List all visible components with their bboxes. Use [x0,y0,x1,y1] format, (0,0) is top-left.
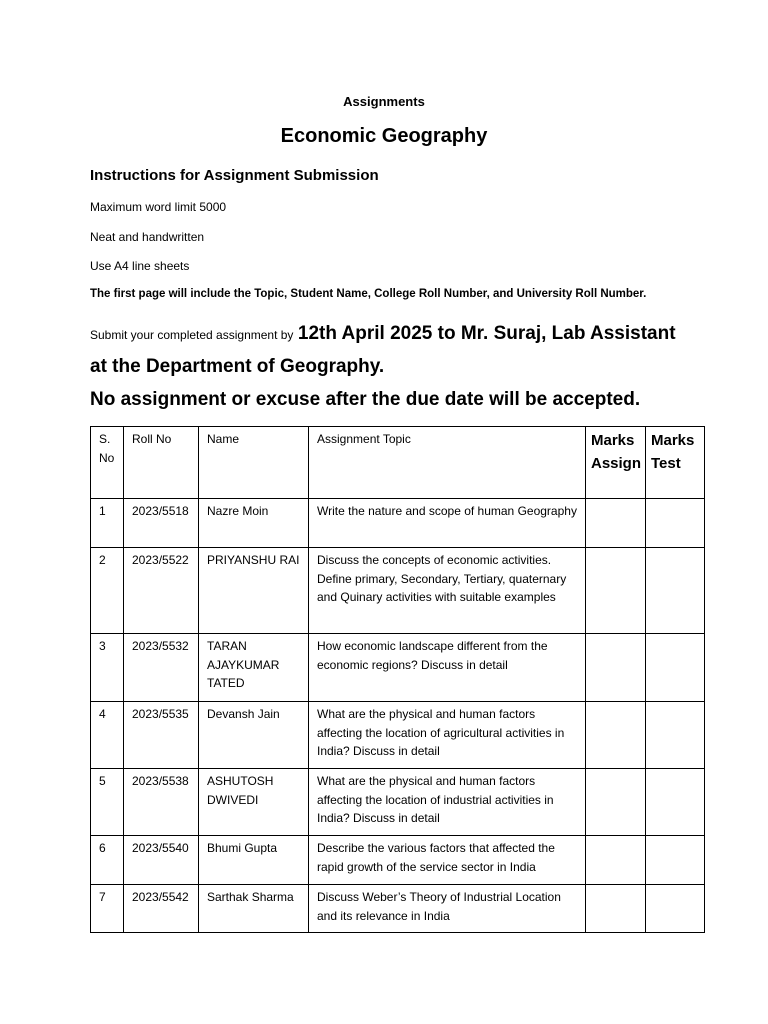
header-roll-no: Roll No [124,427,199,499]
table-row [91,499,705,548]
cell-sno: 6 [91,836,124,885]
cell-name: PRIYANSHU RAI [199,548,309,634]
cell-topic: What are the physical and human factors affecting the location of industrial activities in India? Discuss in detail [309,769,586,836]
table-row [91,885,705,933]
instructions-heading: Instructions for Assignment Submission [90,167,379,184]
instruction-line: Maximum word limit 5000 [90,200,227,214]
header-marks-test: Marks Test [646,427,705,499]
cell-roll-no: 2023/5538 [124,769,199,836]
cell-marks-assign[interactable] [586,769,646,836]
cell-name: Devansh Jain [199,702,309,769]
cell-roll-no: 2023/5542 [124,885,199,933]
doc-label: Assignments [343,94,425,109]
cell-sno: 1 [91,499,124,548]
cell-topic: Discuss the concepts of economic activities. Define primary, Secondary, Tertiary, quaternary and Quinary activities with suitable examples [309,548,586,634]
cell-marks-test[interactable] [646,885,705,933]
instruction-line: Neat and handwritten [90,230,205,244]
cell-marks-assign[interactable] [586,885,646,933]
cell-roll-no: 2023/5532 [124,634,199,702]
submit-deadline: 12th April 2025 to Mr. Suraj, Lab Assistant at the Department of Geography. [90,323,676,377]
cell-topic: Write the nature and scope of human Geography [309,499,586,548]
cell-name: TARAN AJAYKUMAR TATED [199,634,309,702]
assignment-table [90,426,705,933]
table-row [91,548,705,634]
cell-topic: What are the physical and human factors affecting the location of agricultural activities in India? Discuss in detail [309,702,586,769]
header-topic: Assignment Topic [309,427,586,499]
cell-marks-test[interactable] [646,769,705,836]
cell-name: Nazre Moin [199,499,309,548]
doc-title: Economic Geography [280,125,488,147]
cell-sno: 3 [91,634,124,702]
cell-sno: 7 [91,885,124,933]
cell-marks-test[interactable] [646,836,705,885]
cell-name: ASHUTOSH DWIVEDI [199,769,309,836]
cell-marks-test[interactable] [646,634,705,702]
cell-topic: Describe the various factors that affected the rapid growth of the service sector in India [309,836,586,885]
cell-marks-assign[interactable] [586,499,646,548]
cell-sno: 2 [91,548,124,634]
header-marks-assign: Marks Assign [586,427,646,499]
cell-marks-test[interactable] [646,548,705,634]
submit-prefix: Submit your completed assignment by [90,328,294,342]
table-row [91,702,705,769]
cell-name: Sarthak Sharma [199,885,309,933]
header-sno: S. No [91,427,124,499]
table-row [91,769,705,836]
header-name: Name [199,427,309,499]
cell-roll-no: 2023/5540 [124,836,199,885]
cell-roll-no: 2023/5518 [124,499,199,548]
cell-roll-no: 2023/5535 [124,702,199,769]
cell-marks-test[interactable] [646,499,705,548]
table-header-row [91,427,705,499]
submission-deadline [90,318,690,383]
cell-topic: How economic landscape different from the economic regions? Discuss in detail [309,634,586,702]
cell-sno: 4 [91,702,124,769]
cell-name: Bhumi Gupta [199,836,309,885]
cell-marks-assign[interactable] [586,702,646,769]
instruction-line: Use A4 line sheets [90,259,190,273]
table-row [91,634,705,702]
cell-marks-assign[interactable] [586,634,646,702]
cell-marks-assign[interactable] [586,836,646,885]
cell-sno: 5 [91,769,124,836]
first-page-note: The first page will include the Topic, Student Name, College Roll Number, and University Roll Number. [90,288,647,300]
cell-topic: Discuss Weber’s Theory of Industrial Location and its relevance in India [309,885,586,933]
cell-marks-test[interactable] [646,702,705,769]
cell-marks-assign[interactable] [586,548,646,634]
table-row [91,836,705,885]
cell-roll-no: 2023/5522 [124,548,199,634]
late-policy-note: No assignment or excuse after the due date will be accepted. [90,389,641,410]
